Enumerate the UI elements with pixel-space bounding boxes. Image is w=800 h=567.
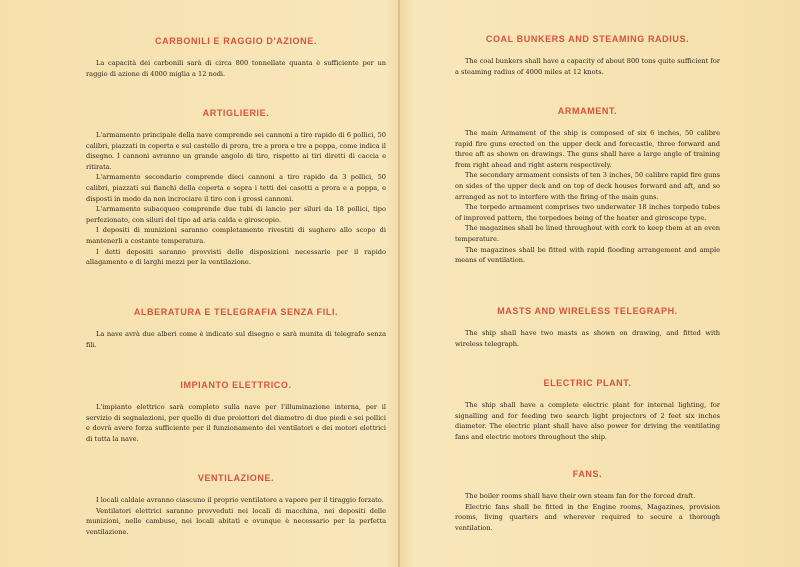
page-fold	[398, 0, 400, 567]
section-heading: ARTIGLIERIE.	[202, 108, 270, 118]
paragraph: Electric fans shall be fitted in the Engine rooms, Magazines, provision rooms, living quarters and wherever required to secure a thorough ventilation.	[455, 502, 720, 532]
section-carbonili	[86, 36, 386, 79]
paragraph: The ship shall have a complete electric plant for internal lighting, for signalling and for feeding two search light projectors of 2 feet six inches diameter. The electric plant shall have also power for driving the ventilating fans and electric motors throughout the ship.	[455, 401, 720, 441]
paragraph: L'armamento subacqueo comprende due tubi di lancio per siluri da 18 pollici, tipo perfezionato, con siluri del tipo ad aria calda e giroscopio.	[86, 205, 386, 224]
section-heading: VENTILAZIONE.	[197, 473, 275, 483]
paragraph: The torpedo armament comprises two underwater 18 inches torpedo tubes of improved pattern, the torpedoes being of the heater and giroscope type.	[455, 203, 720, 222]
section-impianto-elettrico	[86, 380, 386, 444]
section-heading: CARBONILI E RAGGIO D'AZIONE.	[155, 36, 317, 46]
paragraph: The ship shall have two masts as shown on drawing, and fitted with wireless telegraph.	[455, 329, 720, 348]
paragraph: La nave avrà due alberi come è indicato sul disegno e sarà munita di telegrafo senza fili.	[86, 330, 386, 349]
section-alberatura	[86, 307, 386, 350]
paragraph: L'impianto elettrico sarà completo sulla nave per l'illuminazione interna, per il servizio di segnalazioni, per quello di due proiettori del diametro di due piedi e sei pollici e dovrà avere forza sufficiente per il funzionamento dei ventilatori e dei motori elettrici di tutta la nave.	[86, 403, 386, 443]
section-fans	[455, 469, 720, 533]
section-heading: ALBERATURA E TELEGRAFIA SENZA FILI.	[133, 307, 339, 317]
section-heading: IMPIANTO ELETTRICO.	[180, 380, 292, 390]
section-ventilazione	[86, 473, 386, 537]
paragraph: The main Armament of the ship is composed of six 6 inches, 50 calibre rapid fire guns erected on the upper deck and forecastle, three forward and three aft as shown on drawings. The guns shall have a large angle of training from right ahead and right astern respectively.	[455, 129, 720, 169]
paragraph: I depositi di munizioni saranno completamente rivestiti di sughero allo scopo di mantenerli a costante temperatura.	[86, 226, 386, 245]
paragraph: I detti depositi saranno provvisti delle disposizioni necessarie per il rapido allagamento e di larghi mezzi per la ventilazione.	[86, 247, 386, 267]
paragraph: L'armamento principale della nave comprende sei cannoni a tiro rapido di 6 pollici, 50 calibri, piazzati in coperta e sul castello di prora, tre a prora e tre a poppa, come indica il disegno. I cannoni avranno un grande angolo di tiro, rispetto ai tiri diretti di caccia e ritirata.	[86, 131, 386, 171]
paragraph: The secondary armament consists of ten 3 inches, 50 calibre rapid fire guns on sides of the upper deck and on top of deck houses forward and aft, and so arranged as not to interfere with the firing of the main guns.	[455, 171, 720, 201]
section-heading: ELECTRIC PLANT.	[543, 378, 632, 388]
paragraph: L'armamento secondario comprende dieci cannoni a tiro rapido da 3 pollici, 50 calibri, piazzati sui fianchi della coperta e sopra i tetti dei casotti a prora e a poppa, e disposti in modo da non incrociare il tiro con i grossi cannoni.	[86, 173, 386, 203]
section-electric-plant	[455, 378, 720, 442]
paragraph: The coal bunkers shall have a capacity of about 800 tons quite sufficient for a steaming radius of 4000 miles at 12 knots.	[455, 57, 720, 76]
paragraph: The boiler rooms shall have their own steam fan for the forced draft.	[465, 492, 696, 500]
section-masts	[455, 306, 720, 349]
section-artiglierie	[86, 108, 386, 268]
section-armament	[455, 106, 720, 266]
section-heading: FANS.	[572, 469, 603, 479]
paragraph: The magazines shall be fitted with rapid flooding arrangement and ample means of ventilation.	[455, 245, 720, 265]
paragraph: I locali caldaie avranno ciascuno il proprio ventilatore a vapore per il tiraggio forzato.	[96, 496, 384, 504]
section-heading: MASTS AND WIRELESS TELEGRAPH.	[497, 306, 678, 316]
section-heading: COAL BUNKERS AND STEAMING RADIUS.	[485, 34, 690, 44]
paragraph: La capacità dei carbonili sarà di circa 800 tonnellate quanta è sufficiente per un raggio di azione di 4000 miglia a 12 nodi.	[86, 59, 386, 78]
section-coal-bunkers	[455, 34, 720, 77]
section-heading: ARMAMENT.	[557, 106, 618, 116]
paragraph: The magazines shall be lined throughout with cork to keep them at an even temperature.	[455, 224, 720, 243]
paragraph: Ventilatori elettrici saranno provveduti nei locali di macchina, nei depositi delle munizioni, nelle cambuse, nei locali abitati e ovunque è necessario per la perfetta ventilazione.	[86, 506, 386, 536]
